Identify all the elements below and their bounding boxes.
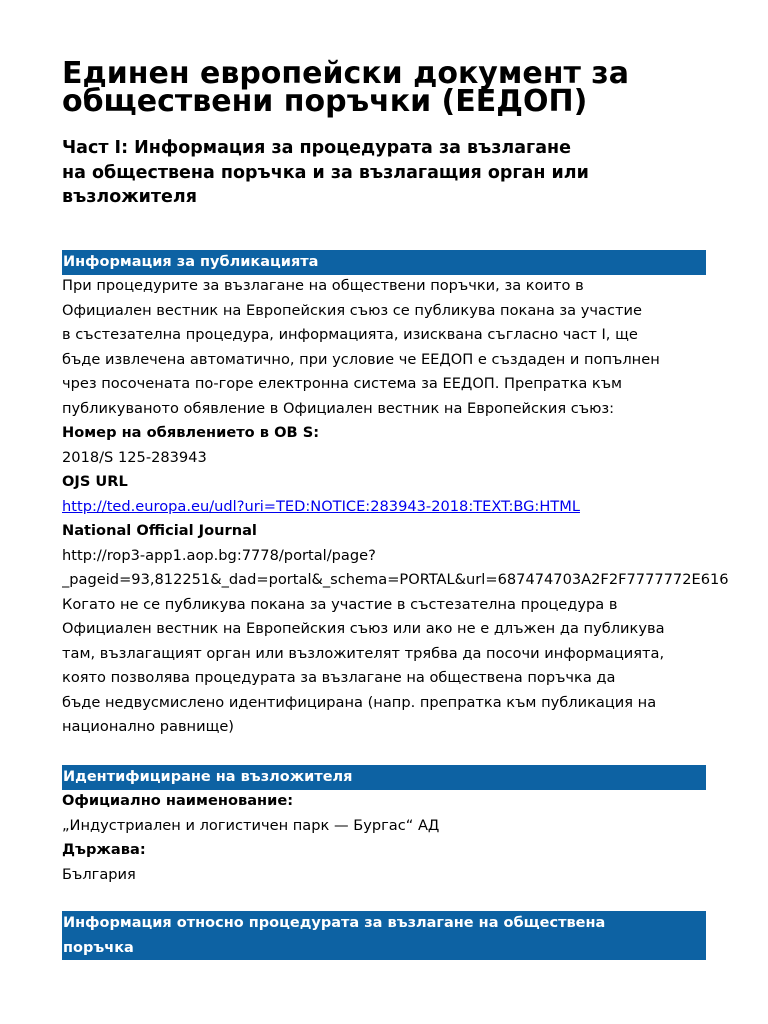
official-name-label: Официално наименование: xyxy=(62,792,294,809)
ojs-url-link[interactable]: http://ted.europa.eu/udl?uri=TED:NOTICE:283943-2018:TEXT:BG:HTML xyxy=(62,497,580,515)
intro-line: чрез посочената по-горе електронна система за ЕЕДОП. Препратка към xyxy=(62,375,623,392)
note-line: Официален вестник на Европейския съюз или ако не е длъжен да публикува xyxy=(62,620,665,637)
notice-number-label: Номер на обявлението в ОВ S: xyxy=(62,424,320,441)
note-line: Когато не се публикува покана за участие в състезателна процедура в xyxy=(62,595,618,613)
procedure-header-line-1: Информация относно процедурата за възлагане на обществена xyxy=(63,915,606,931)
publication-section-body xyxy=(62,274,768,740)
publication-section-header: Информация за публикацията xyxy=(62,250,706,275)
note-line: бъде недвусмислено идентифицирана (напр. препратка към публикация на xyxy=(62,693,657,711)
note-line: там, възлагащият орган или възложителят трябва да посочи информацията, xyxy=(62,644,665,662)
national-journal-url-line-2: _pageid=93,812251&_dad=portal&_schema=PORTAL&url=687474703A2F2F7777772E616 xyxy=(62,571,729,588)
ojs-url-label: OJS URL xyxy=(62,473,128,490)
subtitle-line-2: на обществена поръчка и за възлагащия орган или xyxy=(62,162,589,183)
intro-line: публикуваното обявление в Официален вестник на Европейския съюз: xyxy=(62,399,615,417)
part-one-heading xyxy=(62,136,662,210)
procedure-section-header xyxy=(62,911,706,960)
notice-number-value: 2018/S 125-283943 xyxy=(62,448,207,466)
country-label: Държава: xyxy=(62,841,146,858)
contracting-section-body xyxy=(62,789,768,887)
national-journal-label: National Official Journal xyxy=(62,522,257,539)
intro-line: бъде извлечена автоматично, при условие че ЕЕДОП е създаден и попълнен xyxy=(62,350,660,368)
title-line-2: обществени поръчки (ЕЕДОП) xyxy=(62,84,588,119)
official-name-value: „Индустриален и логистичен парк — Бургас“ АД xyxy=(62,816,440,834)
procedure-header-line-2: поръчка xyxy=(63,939,134,956)
title-line-1: Единен европейски документ за xyxy=(62,56,629,91)
intro-line: При процедурите за възлагане на обществени поръчки, за които в xyxy=(62,277,584,294)
subtitle-line-1: Част I: Информация за процедурата за възлагане xyxy=(62,138,571,158)
note-line: която позволява процедурата за възлагане на обществена поръчка да xyxy=(62,669,616,686)
intro-line: в състезателна процедура, информацията, изисквана съгласно част I, ще xyxy=(62,326,638,343)
note-line: национално равнище) xyxy=(62,718,235,735)
national-journal-url-line-1: http://rop3-app1.aop.bg:7778/portal/page? xyxy=(62,546,376,564)
document-page xyxy=(62,0,768,1024)
country-value: България xyxy=(62,865,136,883)
subtitle-line-3: възложителя xyxy=(62,187,197,207)
intro-line: Официален вестник на Европейския съюз се публикува покана за участие xyxy=(62,301,642,319)
document-title xyxy=(62,56,712,119)
contracting-section-header: Идентифициране на възложителя xyxy=(62,765,706,790)
